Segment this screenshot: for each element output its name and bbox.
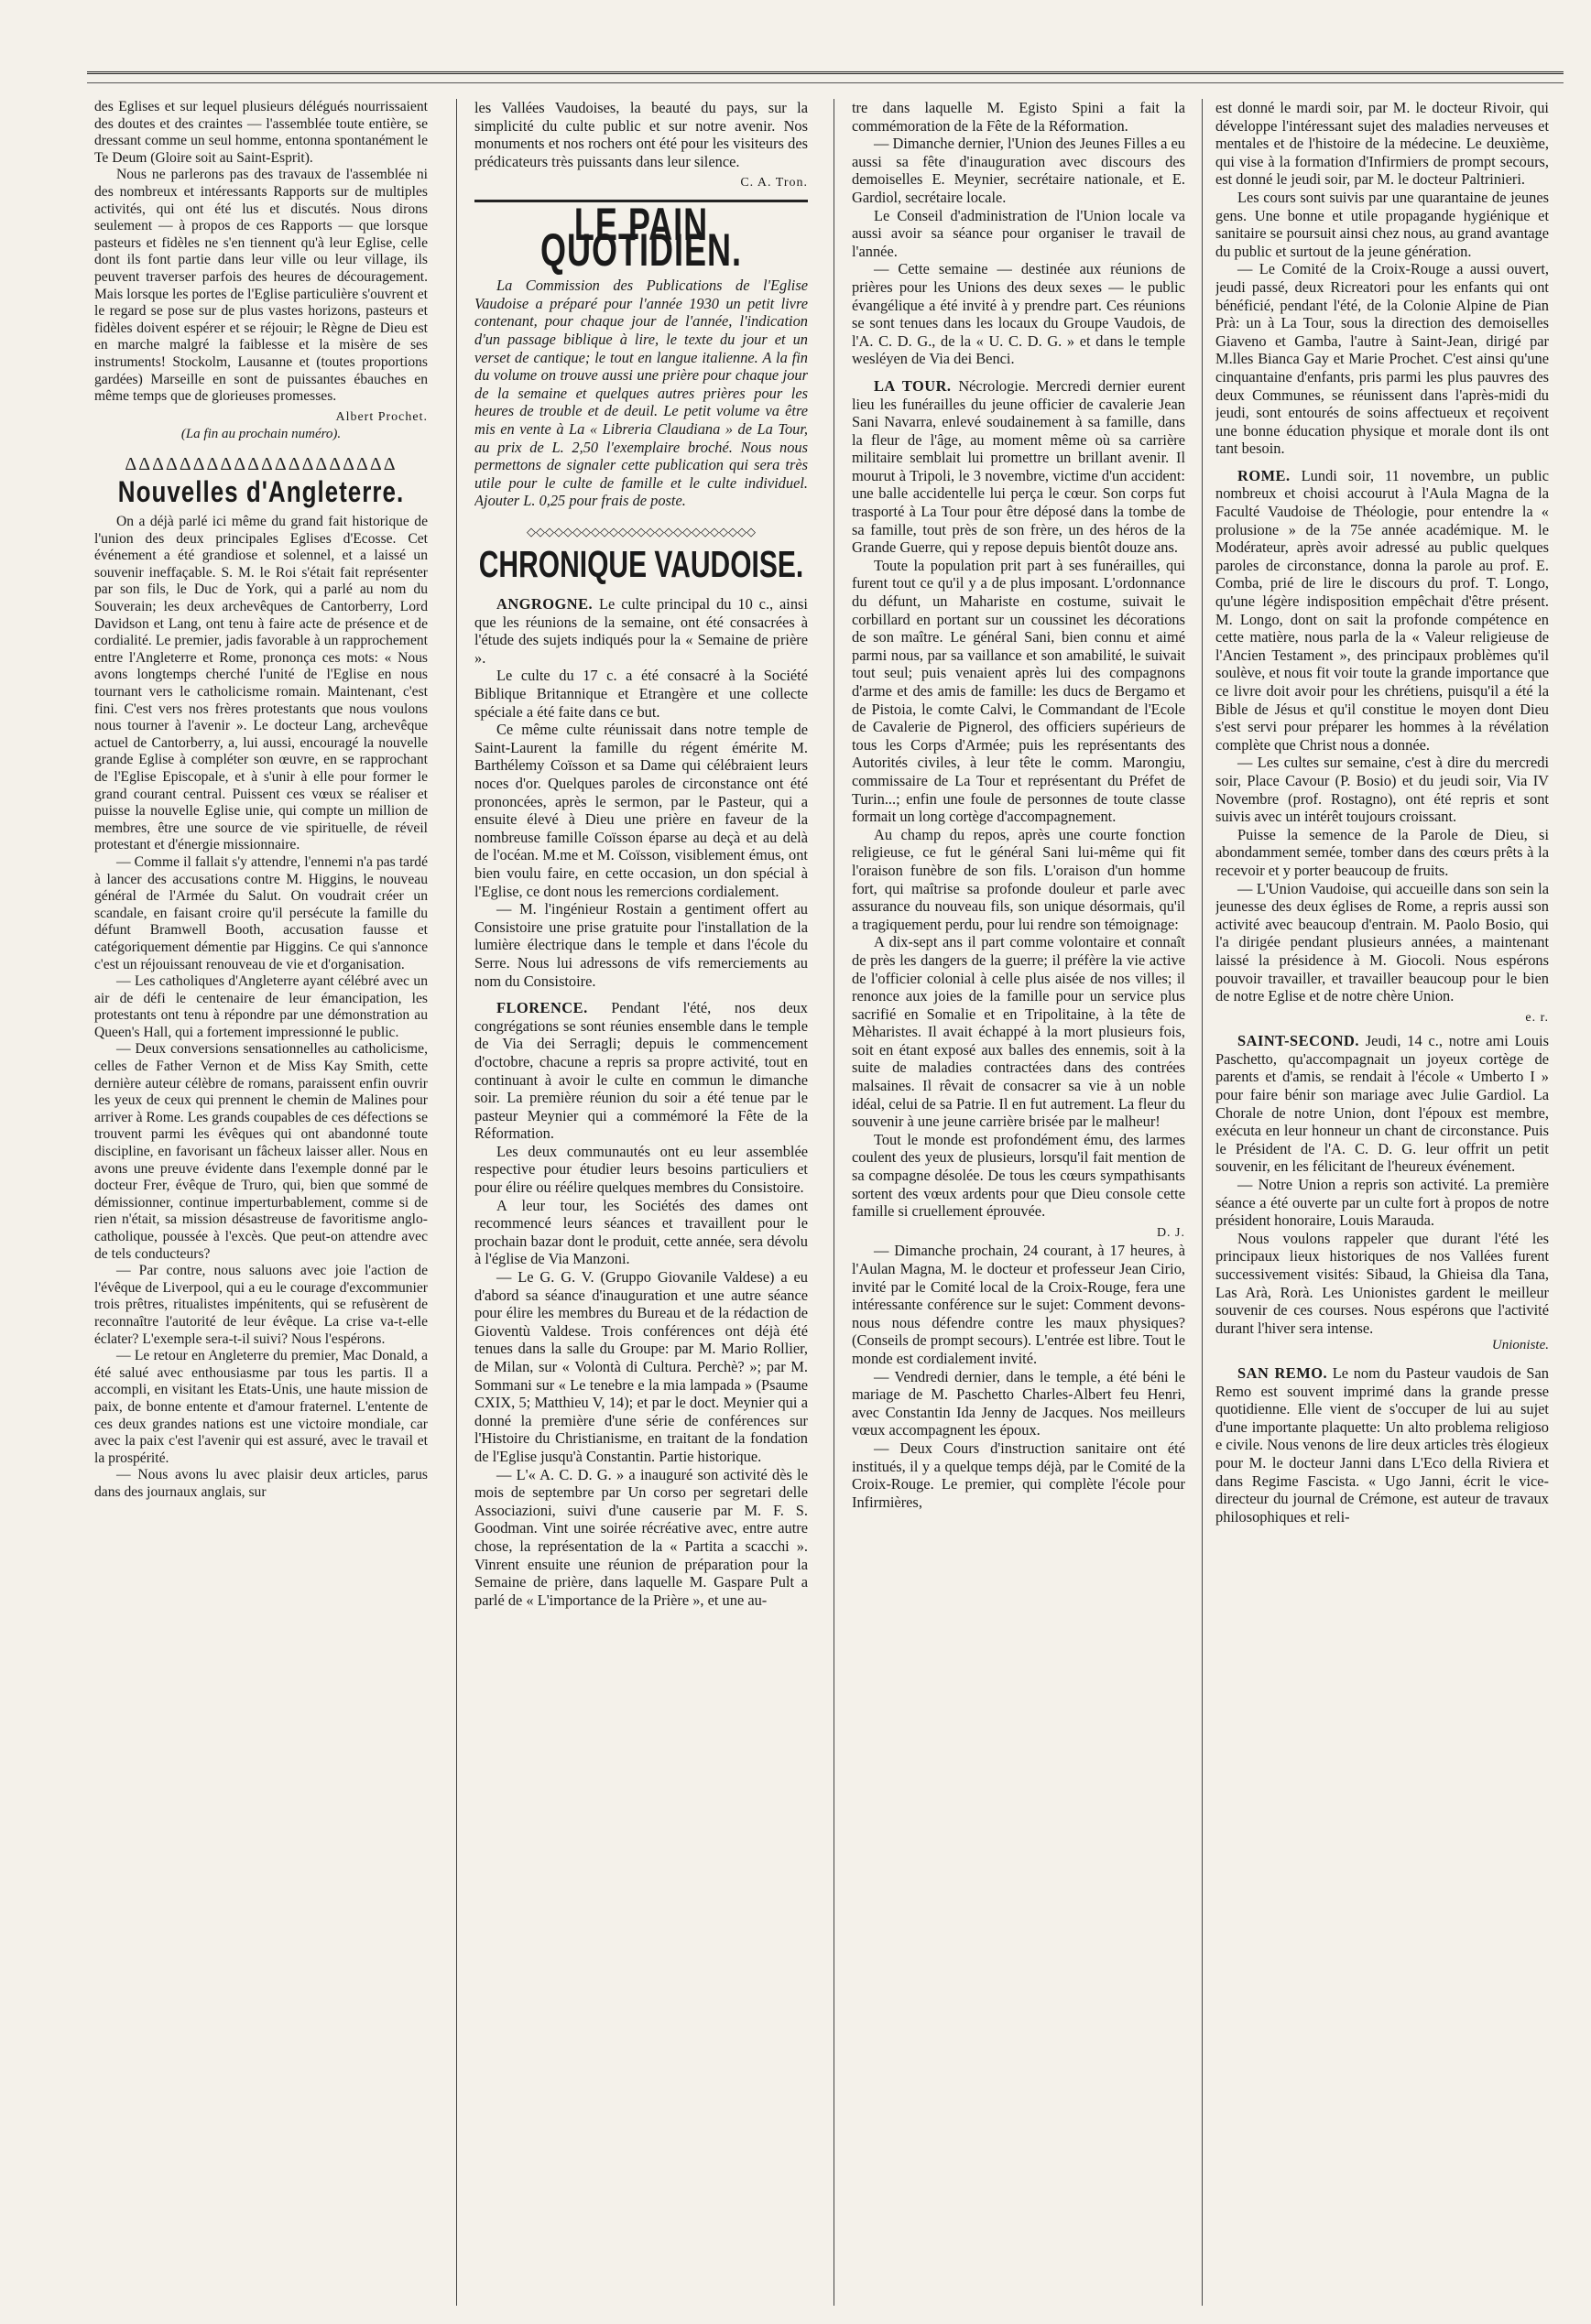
paragraph: Les deux communautés ont eu leur assemblée respective pour étudier leurs besoins particuliers et pour élire ou réélire quelques membres du Consistoire.: [474, 1142, 808, 1197]
location-heading: FLORENCE.: [496, 999, 588, 1017]
paragraph: Jeudi, 14 c., notre ami Louis Paschetto, qu'accompagnait un joyeux cortège de parents et d'amis, se rendait à l'école « Umberto I » pour faire bénir son mariage avec Julie Gardiol. La Chorale de notre Union, dont l'époux est membre, exécuta en leur honneur un chant de circonstance. Puis le Président de l'A. C. D. G. leur offrit un petit souvenir, en les félicitant de l'heureux événement.: [1215, 1032, 1549, 1176]
paragraph: — Cette semaine — destinée aux réunions de prières pour les Unions des deux sexes — le public évangélique a été invité à y prendre part. Ces réunions se sont tenues dans les locaux du Groupe Vaudois, de l'A. C. D. G., de la « U. C. D. G. » et dans le temple wesléyen de Via dei Benci.: [852, 260, 1185, 368]
paragraph: Au champ du repos, après une courte fonction religieuse, ce fut le général Sani lui-même qui fit l'oraison funèbre de son fils. L'oraison d'un homme fort, qui maîtrise sa profonde douleur et parle avec assurance du nouveau fils, son unique désormais, qu'il a tragiquement perdu, pour lui rendre son témoignage:: [852, 825, 1185, 933]
paragraph: — L'Union Vaudoise, qui accueille dans son sein la jeunesse des deux églises de Rome, a repris aussi son activité avec beaucoup d'entrain. M. Paolo Bosio, qui l'a dirigée pendant plusieurs années, a maintenant laissé la présidence à M. Giocoli. Nous espérons pouvoir travailler, et travailler beaucoup pour le bien de notre Eglise et de notre chère Union.: [1215, 879, 1549, 1005]
paragraph: — Deux conversions sensationnelles au catholicisme, celles de Father Vernon et de Miss Kay Smith, cette dernière auteur célèbre de romans, paraissent enfin ouvrir les yeux de ceux qui prennent le chemin de Malines pour arriver à Rome. Les grands coupables de ces défections se trouvent parmi les évêques qui ont abandonné toute discipline, en favorisant un fâcheux laisser aller. Nous en avons une preuve évidente dans l'exemple donné par le docteur Frer, évêque de Truro, qui, bien que sommé de démissionner, continue imperturbablement, comme si de rien n'était, sa mission désastreuse de favoritisme anglo-catholique, poussée à l'excès. Que peut-on attendre avec de tels conducteurs?: [94, 1041, 428, 1262]
signature: C. A. Tron.: [740, 176, 808, 190]
paragraph: Le Conseil d'administration de l'Union locale va aussi avoir sa séance pour organiser le travail de l'année.: [852, 206, 1185, 260]
paragraph: tre dans laquelle M. Egisto Spini a fait la commémoration de la Fête de la Réformation.: [852, 99, 1185, 135]
paragraph: — Dimanche dernier, l'Union des Jeunes Filles a eu aussi sa fête d'inauguration avec discours des demoiselles E. Meynier, secrétaire nationale, et E. Gardiol, secrétaire locale.: [852, 135, 1185, 206]
signature: Albert Prochet.: [335, 409, 428, 424]
location-heading: SAN REMO.: [1237, 1363, 1328, 1382]
section-title: CHRONIQUE VAUDOISE.: [478, 545, 804, 587]
paragraph: — Le retour en Angleterre du premier, Mac Donald, a été salué avec enthousiasme par tous les partis. Il a accompli, en visitant les Etats-Unis, une haute mission de paix, de bonne entente et d'amour fraternel. L'entente de ces deux grandes nations est une victoire mondiale, car avec la paix c'est l'avenir qui est assuré, avec le travail et la prospérité.: [94, 1348, 428, 1466]
signature: e. r.: [1525, 1010, 1549, 1025]
paragraph: Lundi soir, 11 novembre, un public nombreux et choisi accourut à l'Aula Magna de la Faculté Vaudoise de Théologie, pour entendre la « prolusione » de la 75e année académique. M. le Modérateur, après avoir adressé au public quelques paroles de circonstance, donna la parole au prof. E. Comba, prié de lire le discours du prof. T. Longo, qu'une légère indisposition empêchait d'être présent. M. Longo, dont on sait la profonde compétence en cette matière, nous parla de la « Valeur religieuse de l'Ancien Testament », des principaux problèmes qu'il soulève, et nous fit voir toute la grande importance que ce livre doit avoir pour les chrétiens, puisqu'il a été la Bible de Jésus et qu'il constitue le moyen dont Dieu s'est servi pour préparer les hommes à la révélation complète que Christ nous a donnée.: [1215, 466, 1549, 754]
paragraph: — Les cultes sur semaine, c'est à dire du mercredi soir, Place Cavour (P. Bosio) et du jeudi soir, Via IV Novembre (prof. Rostagno), ont été repris et sont suivis avec un intérêt toujours croissant.: [1215, 754, 1549, 826]
column-2: [474, 99, 808, 2306]
paragraph: est donné le mardi soir, par M. le docteur Rivoir, qui développe l'intéressant sujet des maladies nerveuses et mentales et de l'histoire de la médecine. Le deuxième, qui vise à la formation d'Infirmiers de prompt secours, est donné le jeudi soir, par M. le docteur Paltrinieri.: [1215, 99, 1549, 189]
top-rule-thin: [87, 82, 1564, 83]
paragraph: Pendant l'été, nos deux congrégations se sont réunies ensemble dans le temple de Via dei Serragli; depuis le commencement d'octobre, chacune a repris sa propre activité, tout en continuant à avoir le culte en commun le dimanche soir. La première réunion du soir a été tenue par le pasteur Meynier qui a commémoré la Fête de la Réformation.: [474, 999, 808, 1143]
top-rule: [87, 71, 1564, 74]
signature: Unioniste.: [1491, 1338, 1549, 1353]
paragraph: Nous ne parlerons pas des travaux de l'assemblée ni des nombreux et intéressants Rapports sur de multiples activités, qui ont été lus et discutés. Nous dirons seulement — à propos de ces Rapports — que lorsque pasteurs et fidèles ne s'en tiennent qu'à leur Eglise, celle dont ils font partie dans leur ville ou leur village, ils peuvent traverser parfois des heures de découragement. Mais lorsque les portes de l'Eglise particulière s'ouvrent et le regard se pose sur de plus vastes horizons, pasteurs et fidèles doivent espérer et se réjouir; le Règne de Dieu est en marche malgré la faiblesse et la misère de ses instruments! Stockolm, Lausanne et (toutes proportions gardées) Marseille en sont de puissantes ébauches en même temps que de glorieuses promesses.: [94, 167, 428, 405]
paragraph: — Comme il fallait s'y attendre, l'ennemi n'a pas tardé à lancer des accusations contre M. Higgins, le nouveau général de l'Armée du Salut. On voudrait créer un scandale, en faisant croire qu'il persécute la famille du défunt Bramwell Booth, accusation fausse et catégoriquement démentie par Higgins. Ce qui s'annonce c'est un réjouissant renouveau de vie et d'organisation.: [94, 853, 428, 972]
column-3: [852, 99, 1185, 2306]
location-heading: ANGROGNE.: [496, 595, 594, 614]
paragraph: A dix-sept ans il part comme volontaire et connaît de près les dangers de la guerre; il préfère la vie active de l'officier colonial à celle plus aisée de nos villes; il renonce aux joies de la famille pour un service plus sacrifié en Somalie et en Tripolitaine, à la tête de Mèharistes. Il avait échappé à la mort plusieurs fois, soit en étant exposé aux balles des ennemis, soit à la suite de maladies contractées dans des contrées malsaines. Il rêvait de consacrer sa vie à un noble idéal, celui de sa Patrie. Il en fut autrement. La fleur du souvenir à une jeune carrière brisée par le malheur!: [852, 933, 1185, 1131]
paragraph: des Eglises et sur lequel plusieurs délégués nourrissaient des doutes et des craintes — l'assemblée toute entière, se dressant comme un seul homme, entonna spontanément le Te Deum (Gloire soit au Saint-Esprit).: [94, 99, 428, 166]
ornament-divider: ΔΔΔΔΔΔΔΔΔΔΔΔΔΔΔΔΔΔΔΔ: [125, 453, 398, 474]
paragraph: — Les catholiques d'Angleterre ayant célébré avec un air de défi le centenaire de leur émancipation, les protestants ont tenu à répondre par une démonstration au Queen's Hall, qui a fortement impressionné le public.: [94, 973, 428, 1040]
location-heading: LA TOUR.: [874, 376, 952, 395]
paragraph: Tout le monde est profondément ému, des larmes coulent des yeux de plusieurs, lorsqu'il fait mention de sa compagne désolée. De tous les cœurs sympathisants sortent des vœux ardents pour que Dieu console cette famille si cruellement éprouvée.: [852, 1130, 1185, 1221]
article-title: Nouvelles d'Angleterre.: [117, 474, 405, 510]
paragraph: Le culte du 17 c. a été consacré à la Société Biblique Britannique et Etrangère et une collecte spéciale a été faite dans ce but.: [474, 667, 808, 721]
paragraph: les Vallées Vaudoises, la beauté du pays, sur la simplicité du culte public et sur notre avenir. Nos monuments et nos rochers ont été pour les visiteurs des prédicateurs très puissants dans leur silence.: [474, 99, 808, 170]
paragraph: Toute la population prit part à ses funérailles, qui furent tout ce qu'il y a de plus imposant. L'ordonnance du défunt, un Mahariste en costume, suivait le corbillard en portant sur un coussinet les décorations de son maître. Le général Sani, bien connu et aimé parmi nous, par sa vaillance et son amabilité, le suivait tout seul; puis venaient après lui des compagnons d'arme et des amis de famille: les ducs de Bergamo et de Pistoia, le comte Calvi, le Commandant de l'Ecole de Cavalerie de Pignerol, des officiers supérieurs de tous les Corps d'Armée; puis les représentants des Autorités civiles, à leur tête le comm. Marongiu, commissaire de La Tour et représentant du Préfet de Turin...; enfin une foule de personnes de toute classe formait un long cortège d'accompagnement.: [852, 556, 1185, 826]
column-divider: [1202, 99, 1203, 2306]
paragraph: — Vendredi dernier, dans le temple, a été béni le mariage de M. Paschetto Charles-Albert feu Henri, avec Constantin Ida Jenny de Jacques. Nos meilleurs vœux accompagnent les époux.: [852, 1367, 1185, 1439]
column-divider: [456, 99, 457, 2306]
column-1: [94, 99, 428, 2306]
paragraph: — Par contre, nous saluons avec joie l'action de l'évêque de Liverpool, qui a eu le courage d'excommunier trois prêtres, ritualistes impénitents, qui se refusèrent de reconnaître l'autorité de leur évêque. La crise va-t-elle éclater? L'exemple sera-t-il suivi? Nous l'espérons.: [94, 1263, 428, 1347]
ornament-divider: ◇◇◇◇◇◇◇◇◇◇◇◇◇◇◇◇◇◇◇◇◇◇◇◇◇: [527, 524, 756, 538]
location-heading: ROME.: [1237, 466, 1291, 484]
paragraph: — Notre Union a repris son activité. La première séance a été ouverte par un culte fort à propos de notre président honoraire, Louis Marauda.: [1215, 1176, 1549, 1230]
paragraph: On a déjà parlé ici même du grand fait historique de l'union des deux principales Eglises d'Ecosse. Cet événement a été grandiose et solennel, et a laissé un souvenir ineffaçable. S. M. le Roi s'était fait représenter par son fils, le Duc de York, qui a parlé au nom du Souverain; les deux archevêques de Cantorberry, Lord Davidson et Lang, ont tenu à faire acte de présence et de cordialité. Le premier, jadis favorable à un rapprochement entre l'Angleterre et Rome, prononça ces mots: « Nous avons longtemps cherché l'unité de l'Eglise en nous tournant vers le catholicisme romain. Maintenant, c'est fini. C'est vers nos frères protestants que nous voulons nous tourner à l'avenir ». Le docteur Lang, archevêque actuel de Cantorberry, a, lui aussi, encouragé la nouvelle grande Eglise à compléter son œuvre, en se rapprochant de l'Eglise Episcopale, et à s'unir à elle pour former le grand courant central. Puissent ces vœux se réaliser et puisse la nouvelle Eglise unie, qui compte un million de membres, être une source de vie spirituelle, de réveil protestant et d'énergie missionnaire.: [94, 514, 428, 853]
paragraph: Le nom du Pasteur vaudois de San Remo est souvent imprimé dans la grande presse quotidienne. Elle vient de s'occuper de lui au sujet d'une importante plaquette: Un alto problema religioso e civile. Nous venons de lire deux articles très élogieux pour M. le docteur Janni dans L'Eco della Riviera et dans Regime Fascista. « Ugo Janni, écrit le vice-directeur du journal de Crémone, est auteur de travaux philosophiques et reli-: [1215, 1363, 1549, 1526]
paragraph: — L'« A. C. D. G. » a inauguré son activité dès le mois de septembre par Un corso per segretari delle Associazioni, suivi d'une causerie par M. F. S. Goodman. Vint une soirée récréative avec, entre autre chose, la représentation de la « Partita a scacchi ». Vinrent ensuite une réunion de préparation pour la Semaine de prière, dans laquelle M. Gaspare Pult a parlé de « L'importance de la Prière », et une au-: [474, 1465, 808, 1609]
continuation-note: (La fin au prochain numéro).: [180, 427, 342, 442]
location-heading: SAINT-SECOND.: [1237, 1032, 1359, 1050]
paragraph: — M. l'ingénieur Rostain a gentiment offert au Consistoire une prise gratuite pour l'installation de la lumière électrique dans le temple et dans l'école du Serre. Nous lui adressons de vifs remerciements au nom du Consistoire.: [474, 900, 808, 990]
section-title: LE PAIN QUOTIDIEN.: [539, 197, 742, 276]
paragraph: Nous voulons rappeler que durant l'été les principaux lieux historiques de nos Vallées furent successivement visités: Sibaud, la Ghieisa dla Tana, Las Arà, Rorà. Les Unionistes gardent le meilleur souvenir de ces courses. Nous espérons que l'activité durant l'hiver sera intense.: [1215, 1229, 1549, 1337]
paragraph: — Deux Cours d'instruction sanitaire ont été institués, il y a quelque temps déjà, par le Comité de la Croix-Rouge. Le premier, qui complète l'école pour Infirmières,: [852, 1439, 1185, 1511]
column-4: [1215, 99, 1549, 2306]
paragraph: Ce même culte réunissait dans notre temple de Saint-Laurent la famille du régent émérite M. Barthélemy Coïsson et sa Dame qui célébraient leurs noces d'or. Quelques paroles de circonstance ont été prononcées, après le sermon, par le Pasteur, qui a ensuite élevé à Dieu une prière en faveur de la nombreuse famille Coïsson éparse au deçà et au delà de l'océan. M.me et M. Coïsson, visiblement émus, ont bien voulu faire, en cette occasion, un don spécial à l'Eglise, ce dont nous les remercions cordialement.: [474, 721, 808, 900]
signature: D. J.: [1156, 1225, 1185, 1240]
paragraph: — Nous avons lu avec plaisir deux articles, parus dans des journaux anglais, sur: [94, 1467, 428, 1500]
paragraph: Nécrologie. Mercredi dernier eurent lieu les funérailles du jeune officier de cavalerie Jean Sani Navarra, enlevé soudainement à sa famille, dans la fleur de l'âge, au moment même où sa carrière militaire semblait lui promettre un brillant avenir. Il mourut à Tripoli, le 3 novembre, victime d'un accident: une balle accidentelle lui perça le cœur. Son corps fut trasporté à La Tour pour être déposé dans la tombe de sa famille, tout près de son frère, un des héros de la Grande Guerre, qui y repose depuis bientôt douze ans.: [852, 376, 1185, 557]
paragraph: Le culte principal du 10 c., ainsi que les réunions de la semaine, ont été consacrées à l'étude des sujets indiqués pour la « Semaine de prière ».: [474, 595, 808, 667]
paragraph: A leur tour, les Sociétés des dames ont recommencé leurs séances et travaillent pour le prochain bazar dont le produit, cette année, sera dévolu à l'église de Via Manzoni.: [474, 1196, 808, 1268]
paragraph: — Le Comité de la Croix-Rouge a aussi ouvert, jeudi passé, deux Ricreatori pour les enfants qui ont bénéficié, pendant l'été, de la Colonie Alpine de Pian Prà: un à La Tour, sous la direction des demoiselles Giaveno et Gamba, l'autre à Saint-Jean, dirigé par M.lles Bianca Gay et Marie Prochet. C'est ainsi qu'une cinquantaine d'enfants, pris parmi les plus pauvres des deux Communes, se réunissent dans l'après-midi du jeudi, sont entourés de soins affectueux et reçoivent une bonne éducation physique et morale dont ils ont tant besoin.: [1215, 260, 1549, 458]
paragraph: — Le G. G. V. (Gruppo Giovanile Valdese) a eu d'abord sa séance d'inauguration et une autre séance pour élire les membres du Bureau et de la rédaction de Gioventù Valdese. Trois conférences ont déjà été tenues dans la salle du Groupe: par M. Mario Rollier, de Milan, sur « Volontà di Cultura. Perchè? »; par M. Sommani sur « Le tenebre e la mia lampada » (Psaume CXIX, 5; Matthieu V, 14); et par le doct. Meynier qui a donné la première d'une série de conférences sur l'Histoire du Christianisme, en traitant de la fondation de l'Eglise jusqu'à Constantin. Partie historique.: [474, 1268, 808, 1465]
paragraph: La Commission des Publications de l'Eglise Vaudoise a préparé pour l'année 1930 un petit livre contenant, pour chaque jour de l'année, l'indication d'un passage biblique à lire, le texte du jour et un verset de cantique; le tout en langue italienne. A la fin du volume on trouve aussi une prière pour chaque jour de la semaine et quelques autres prières pour les heures de trouble et de deuil. Le petit volume va être mis en vente à La « Libreria Claudiana » de La Tour, au prix de L. 2,50 l'exemplaire broché. Nous nous permettons de signaler cette publication qui sera très utile pour le culte de famille et le culte individuel. Ajouter L. 0,25 pour frais de poste.: [474, 277, 808, 510]
notice-block: [474, 277, 808, 510]
paragraph: Les cours sont suivis par une quarantaine de jeunes gens. Une bonne et utile propagande hygiénique et sanitaire se poursuit ainsi chez nous, au grand avantage du public et surtout de la jeune génération.: [1215, 188, 1549, 260]
paragraph: Puisse la semence de la Parole de Dieu, si abondamment semée, tomber dans des cœurs prêts à la recevoir et y porter beaucoup de fruits.: [1215, 825, 1549, 879]
paragraph: — Dimanche prochain, 24 courant, à 17 heures, à l'Aulan Magna, M. le docteur et professeur Jean Cirio, invité par le Comité local de la Croix-Rouge, fera une intéressante conférence sur le sujet: Comment devons-nous nous défendre contre les maux physiques? (Conseils de prompt secours). L'entrée est libre. Tout le monde est cordialement invité.: [852, 1242, 1185, 1367]
